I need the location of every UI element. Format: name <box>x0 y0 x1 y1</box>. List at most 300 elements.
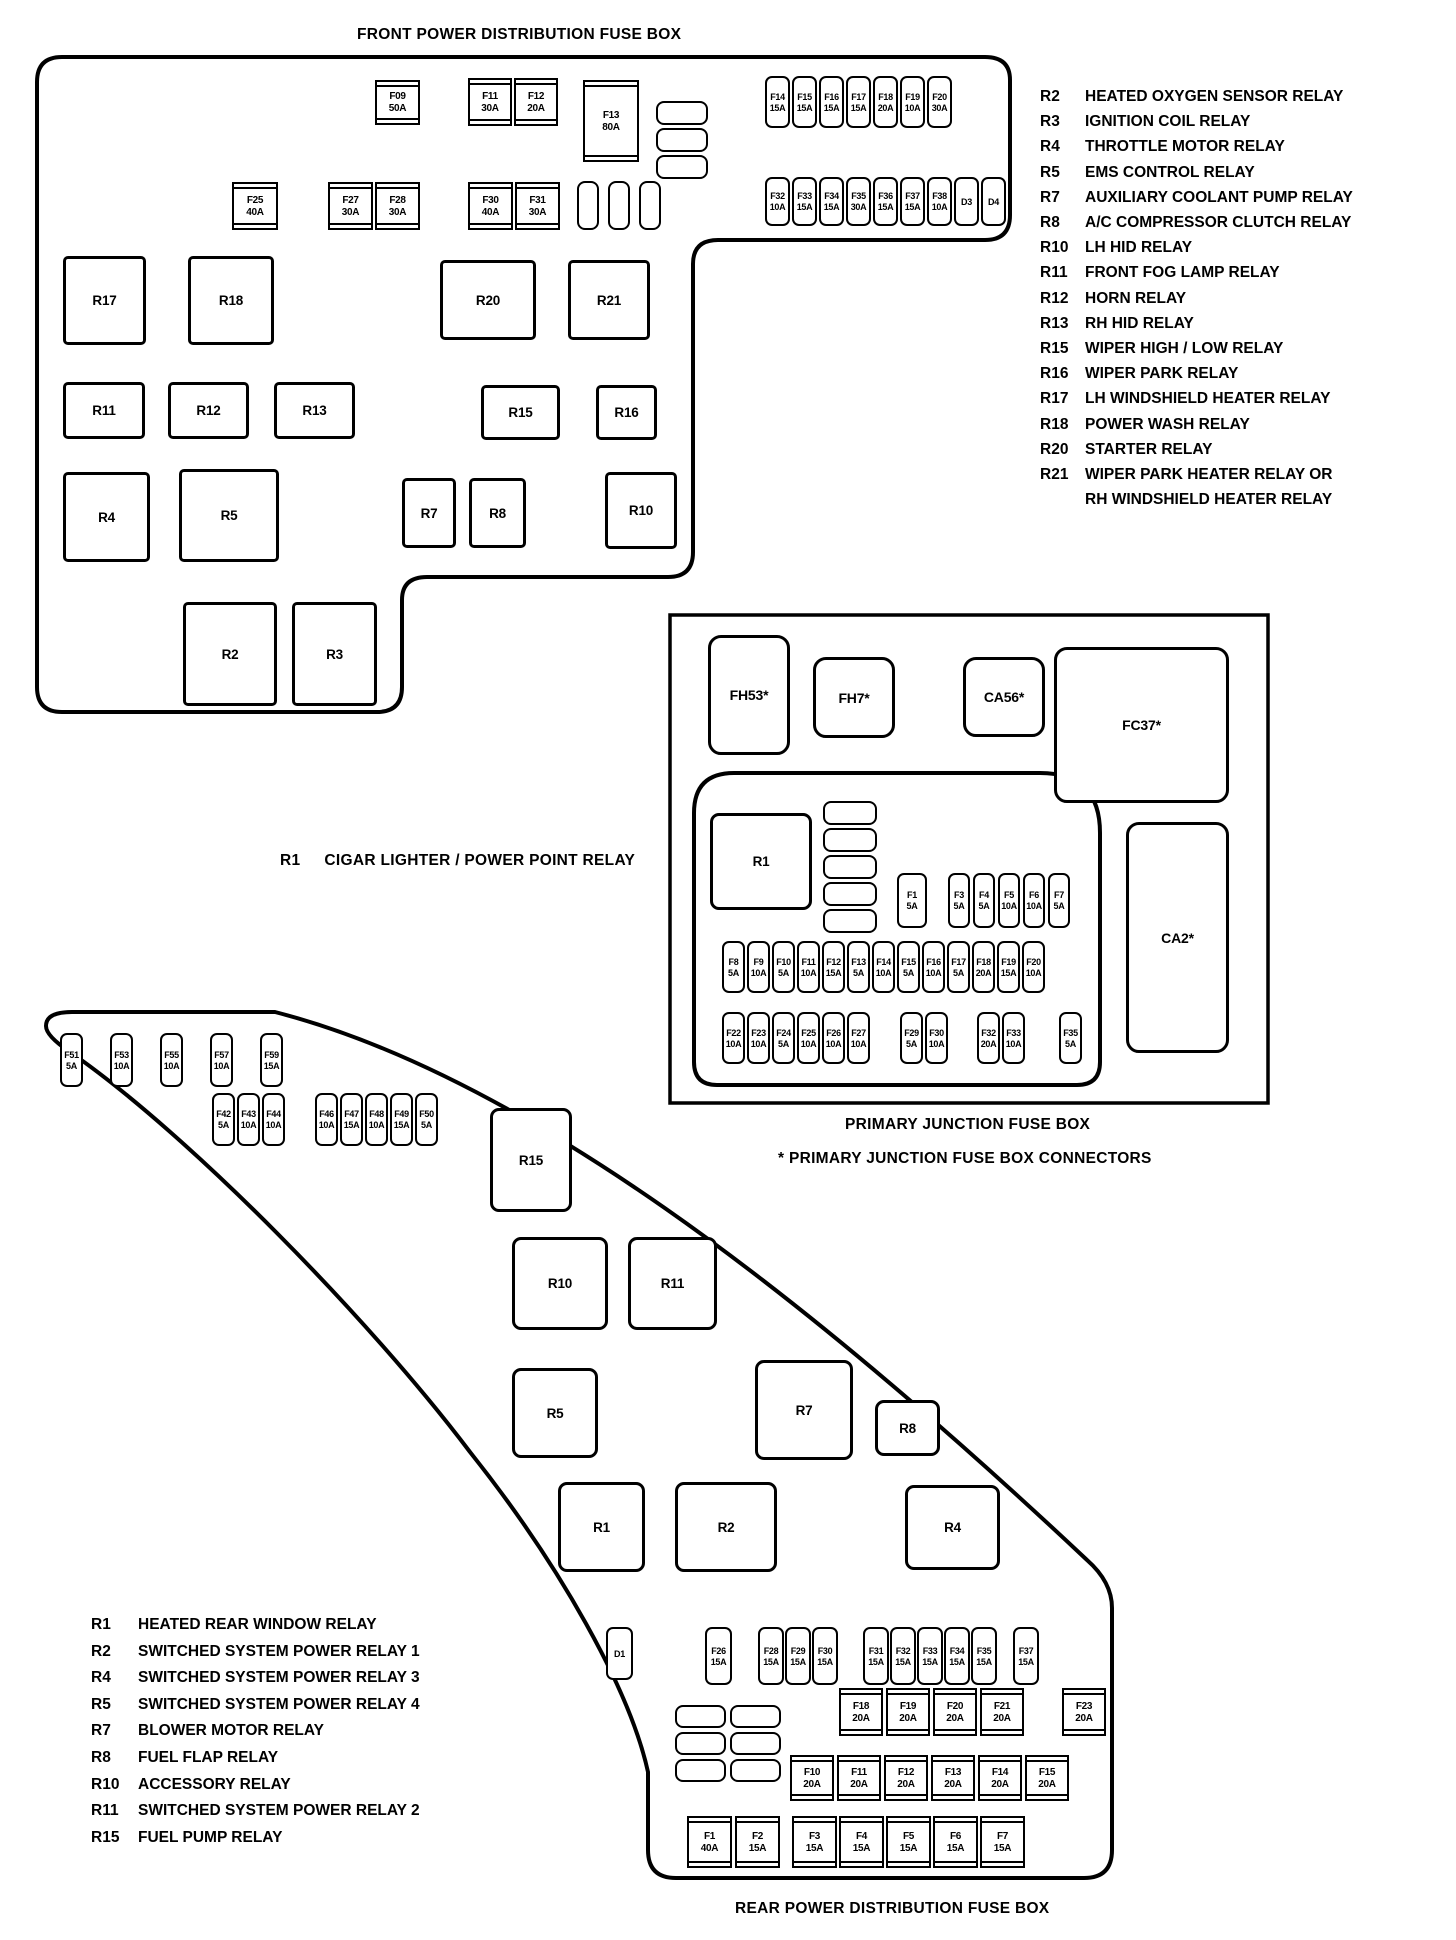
fuse-F15 <box>897 941 920 993</box>
fuse-id-label: F11 <box>482 90 498 102</box>
blank-fuse-slot <box>656 101 708 125</box>
fuse-amp-label: 15A <box>868 1656 884 1667</box>
fuse-F6 <box>933 1816 978 1868</box>
legend-code: R2 <box>91 1642 111 1660</box>
fuse-id-label: F18 <box>976 956 991 967</box>
fuse-F49 <box>390 1093 413 1146</box>
legend-label: FRONT FOG LAMP RELAY <box>1085 264 1280 282</box>
rear-mid-f37 <box>1013 1627 1039 1685</box>
fuse-F51 <box>60 1033 83 1087</box>
fuse-amp-label: 10A <box>750 967 767 978</box>
legend-code: R7 <box>91 1722 111 1740</box>
fuse-amp-label: 30A <box>931 102 948 113</box>
fuse-F2 <box>735 1816 780 1868</box>
fuse-amp-label: 15A <box>748 1842 767 1854</box>
legend-label: WIPER PARK RELAY <box>1085 365 1239 383</box>
front-row2-mini-fuses <box>765 177 1006 226</box>
fuse-amp-label: 10A <box>800 1038 817 1049</box>
fuse-F27 <box>847 1012 870 1064</box>
fuse-id-label: F27 <box>851 1027 866 1038</box>
fuse-F53 <box>110 1033 133 1087</box>
fuse-D4 <box>981 177 1006 226</box>
legend-item-R10 <box>1040 235 1353 260</box>
fuse-F6 <box>1023 873 1045 928</box>
fuse-id-label: F37 <box>1018 1645 1034 1656</box>
fuse-F10 <box>790 1755 834 1801</box>
legend-code: R8 <box>91 1748 111 1766</box>
fuse-id-label: F6 <box>1029 890 1039 900</box>
blank-fuse-slot <box>730 1759 781 1782</box>
relay-front-R11: R11 <box>63 382 145 439</box>
fuse-F25 <box>797 1012 820 1064</box>
fuse-amp-label: 40A <box>246 206 264 218</box>
relay-front-R21: R21 <box>568 260 650 340</box>
rear-row-f18-f21 <box>839 1688 1024 1736</box>
fuse-F15 <box>792 76 817 128</box>
fuse-amp-label: 5A <box>978 901 990 911</box>
fuse-amp-label: 15A <box>393 1120 410 1130</box>
fuse-amp-label: 15A <box>946 1842 965 1854</box>
fuse-F11 <box>797 941 820 993</box>
fuse-F57 <box>210 1033 233 1087</box>
fuse-F35 <box>1059 1012 1082 1064</box>
legend-item-R2 <box>91 1639 420 1666</box>
blank-fuse-slot <box>656 128 708 152</box>
rear-blank-grid <box>675 1705 785 1782</box>
legend-code: R13 <box>1040 314 1069 332</box>
fuse-id-label: F19 <box>1001 956 1016 967</box>
fuse-amp-label: 10A <box>769 202 786 212</box>
legend-code: R3 <box>1040 113 1060 131</box>
legend-code: R15 <box>1040 340 1069 358</box>
fuse-id-label: F14 <box>876 956 891 967</box>
fuse-F14 <box>978 1755 1022 1801</box>
relay-front-R17: R17 <box>63 256 146 345</box>
fuse-F4 <box>839 1816 884 1868</box>
legend-label: EMS CONTROL RELAY <box>1085 163 1255 181</box>
fuse-id-label: F31 <box>868 1645 884 1656</box>
fuse-id-label: F5 <box>1004 890 1014 900</box>
rear-mid-f28-f30 <box>758 1627 838 1685</box>
junction-row-f3-f7 <box>948 873 1070 928</box>
relay-front-R13: R13 <box>274 382 355 439</box>
fuse-id-label: F42 <box>216 1109 231 1119</box>
fuse-id-label: F10 <box>803 1766 821 1778</box>
fuse-amp-label: 20A <box>946 1712 964 1724</box>
junction-side-label-code: R1 <box>280 852 301 869</box>
legend-item-R1 <box>91 1612 420 1639</box>
relay-front-R2: R2 <box>183 602 277 706</box>
fuse-id-label: F19 <box>905 91 920 102</box>
junction-row-f8-f20 <box>722 941 1045 993</box>
fuse-id-label: F32 <box>981 1027 996 1038</box>
fuse-F36 <box>873 177 898 226</box>
fuse-F21 <box>980 1688 1024 1736</box>
legend-item-R20 <box>1040 437 1353 462</box>
fuse-F12 <box>884 1755 928 1801</box>
relay-rear-R7: R7 <box>755 1360 853 1460</box>
fuse-amp-label: 15A <box>796 102 813 113</box>
fuse-id-label: F30 <box>929 1027 944 1038</box>
fuse-amp-label: 10A <box>1001 901 1017 911</box>
legend-label: ACCESSORY RELAY <box>138 1775 291 1793</box>
front-blank-row <box>577 181 661 230</box>
fuse-amp-label: 15A <box>1000 967 1017 978</box>
fuse-id-label: F12 <box>826 956 841 967</box>
connector-FC37: FC37* <box>1054 647 1229 803</box>
fuse-F8 <box>722 941 745 993</box>
fuse-amp-label: 5A <box>778 967 789 978</box>
fuse-F11 <box>468 78 512 126</box>
fuse-amp-label: 15A <box>877 202 894 212</box>
legend-label: HEATED OXYGEN SENSOR RELAY <box>1085 88 1344 105</box>
fuse-id-label: F7 <box>1054 890 1064 900</box>
fuse-amp-label: 5A <box>66 1060 77 1071</box>
fuse-amp-label: 15A <box>796 202 813 212</box>
rear-box-caption: REAR POWER DISTRIBUTION FUSE BOX <box>735 1900 1050 1917</box>
fuse-F3 <box>792 1816 837 1868</box>
legend-item-R7 <box>91 1718 420 1745</box>
fuse-amp-label: 15A <box>850 102 867 113</box>
legend-label: IGNITION COIL RELAY <box>1085 113 1251 131</box>
fuse-id-label: F46 <box>319 1109 334 1119</box>
fuse-F23 <box>1062 1688 1106 1736</box>
fuse-id-label: F16 <box>824 91 839 102</box>
fuse-id-label: F21 <box>993 1700 1011 1712</box>
fuse-amp-label: 15A <box>817 1656 833 1667</box>
fuse-amp-label: 10A <box>265 1120 282 1130</box>
fuse-id-label: F30 <box>817 1645 833 1656</box>
fuse-id-label: F34 <box>949 1645 965 1656</box>
fuse-id-label: F16 <box>926 956 941 967</box>
fuse-F55 <box>160 1033 183 1087</box>
fuse-F13 <box>931 1755 975 1801</box>
fuse-amp-label: 15A <box>852 1842 871 1854</box>
fuse-F22 <box>722 1012 745 1064</box>
blank-fuse-slot <box>730 1705 781 1728</box>
legend-item-R5 <box>91 1692 420 1719</box>
fuse-id-label: F32 <box>895 1645 911 1656</box>
fuse-id-label: F53 <box>114 1049 129 1060</box>
fuse-amp-label: 15A <box>805 1842 824 1854</box>
front-row1-f09 <box>375 80 420 125</box>
fuse-amp-label: 20A <box>852 1712 870 1724</box>
fuse-F5 <box>998 873 1020 928</box>
legend-label: SWITCHED SYSTEM POWER RELAY 3 <box>138 1669 420 1687</box>
fuse-F20 <box>933 1688 977 1736</box>
legend-item-R7 <box>1040 185 1353 210</box>
fuse-id-label: F31 <box>529 194 546 206</box>
fuse-id-label: F17 <box>951 956 966 967</box>
legend-item-R8 <box>91 1745 420 1772</box>
fuse-amp-label: 5A <box>1053 901 1065 911</box>
blank-fuse-slot <box>823 855 877 879</box>
fuse-F32 <box>765 177 790 226</box>
junction-row-f22-f35 <box>722 1012 1082 1064</box>
fuse-F9 <box>747 941 770 993</box>
legend-label: LH HID RELAY <box>1085 239 1193 257</box>
fuse-F25 <box>232 182 278 230</box>
relay-rear-R5: R5 <box>512 1368 598 1458</box>
fuse-F17 <box>846 76 871 128</box>
fuse-F13 <box>847 941 870 993</box>
blank-fuse-slot <box>577 181 599 230</box>
fuse-id-label: F49 <box>394 1109 409 1119</box>
legend-label: HEATED REAR WINDOW RELAY <box>138 1616 377 1633</box>
fuse-F29 <box>785 1627 811 1685</box>
fuse-id-label: F18 <box>878 91 893 102</box>
fuse-F15 <box>1025 1755 1069 1801</box>
fuse-F18 <box>839 1688 883 1736</box>
fuse-amp-label: 5A <box>778 1038 789 1049</box>
fuse-F29 <box>900 1012 923 1064</box>
fuse-amp-label: 5A <box>903 967 914 978</box>
front-row2-f27-f28 <box>328 182 420 230</box>
rear-row-f10-f15 <box>790 1755 1069 1801</box>
legend-code: R18 <box>1040 415 1069 433</box>
legend-code: R8 <box>1040 214 1060 232</box>
fuse-id-label: F30 <box>482 194 499 206</box>
fuse-amp-label: 5A <box>853 967 864 978</box>
fuse-amp-label: 20A <box>899 1712 917 1724</box>
fuse-F43 <box>237 1093 260 1146</box>
fuse-id-label: F3 <box>808 1830 821 1842</box>
relay-front-R12: R12 <box>168 382 249 439</box>
relay-rear-R11: R11 <box>628 1237 717 1330</box>
legend-item-R5 <box>1040 160 1353 185</box>
fuse-F28 <box>758 1627 784 1685</box>
fuse-amp-label: 15A <box>790 1656 806 1667</box>
legend-item-R4 <box>91 1665 420 1692</box>
relay-front-R7: R7 <box>402 478 456 548</box>
fuse-id-label: F33 <box>797 191 812 201</box>
fuse-F3 <box>948 873 970 928</box>
fuse-amp-label: 15A <box>922 1656 938 1667</box>
blank-fuse-slot <box>823 828 877 852</box>
legend-item-R13 <box>1040 311 1353 336</box>
fuse-F5 <box>886 1816 931 1868</box>
fuse-F50 <box>415 1093 438 1146</box>
fuse-F13 <box>583 80 639 162</box>
fuse-amp-label: 10A <box>928 1038 945 1049</box>
fuse-F19 <box>900 76 925 128</box>
legend-code: R16 <box>1040 365 1069 383</box>
fuse-id-label: F32 <box>770 191 785 201</box>
fuse-F42 <box>212 1093 235 1146</box>
fuse-amp-label: 20A <box>877 102 894 113</box>
fuse-amp-label: 20A <box>944 1778 962 1790</box>
rear-mid-f31-f35 <box>863 1627 997 1685</box>
fuse-id-label: F14 <box>991 1766 1009 1778</box>
fuse-F26 <box>822 1012 845 1064</box>
blank-fuse-slot <box>656 155 708 179</box>
front-row1-f11-f12 <box>468 78 558 126</box>
fuse-amp-label: 10A <box>850 1038 867 1049</box>
fuse-F16 <box>922 941 945 993</box>
fuse-id-label: F11 <box>801 956 816 967</box>
legend-label: HORN RELAY <box>1085 289 1187 307</box>
fuse-amp-label: 5A <box>218 1120 229 1130</box>
fuse-id-label: F51 <box>64 1049 79 1060</box>
blank-fuse-slot <box>730 1732 781 1755</box>
fuse-amp-label: 10A <box>1005 1038 1022 1049</box>
fuse-amp-label: 20A <box>975 967 992 978</box>
fuse-id-label: F2 <box>751 1830 764 1842</box>
legend-code: R11 <box>91 1802 119 1820</box>
fuse-id-label: F15 <box>797 91 812 102</box>
relay-junction-R1: R1 <box>710 813 812 910</box>
fuse-F26 <box>705 1627 732 1685</box>
junction-blank-stack <box>823 801 877 933</box>
fuse-id-label: F12 <box>527 90 545 102</box>
fuse-F46 <box>315 1093 338 1146</box>
fuse-amp-label: 10A <box>213 1060 230 1071</box>
fuse-id-label: F17 <box>851 91 866 102</box>
legend-item-R10 <box>91 1772 420 1799</box>
legend-item-R17 <box>1040 386 1353 411</box>
fuse-amp-label: 15A <box>769 102 786 113</box>
legend-code: R4 <box>1040 138 1060 156</box>
fuse-amp-label: 10A <box>318 1120 335 1130</box>
fuse-amp-label: 80A <box>602 121 620 133</box>
fuse-id-label: F26 <box>826 1027 841 1038</box>
fuse-id-label: F12 <box>897 1766 915 1778</box>
front-box-title: FRONT POWER DISTRIBUTION FUSE BOX <box>357 26 682 43</box>
legend-label: RH HID RELAY <box>1085 314 1194 332</box>
fuse-amp-label: 50A <box>388 103 407 114</box>
fuse-id-label: F37 <box>905 191 920 201</box>
legend-label: SWITCHED SYSTEM POWER RELAY 2 <box>138 1802 420 1820</box>
legend-label: BLOWER MOTOR RELAY <box>138 1722 325 1740</box>
fuse-F30 <box>468 182 513 230</box>
fuse-F12 <box>514 78 558 126</box>
fuse-D1 <box>606 1627 633 1680</box>
rear-fuse-f23 <box>1062 1688 1106 1736</box>
fuse-D3 <box>954 177 979 226</box>
fuse-F37 <box>900 177 925 226</box>
legend-label: SWITCHED SYSTEM POWER RELAY 4 <box>138 1695 420 1713</box>
fuse-id-label: F24 <box>776 1027 791 1038</box>
relay-front-R15: R15 <box>481 385 560 440</box>
blank-fuse-slot <box>823 909 877 933</box>
legend-item-R11 <box>91 1798 420 1825</box>
fuse-id-label: F13 <box>602 109 620 121</box>
legend-code: R7 <box>1040 188 1060 206</box>
legend-item-R18 <box>1040 412 1353 437</box>
rear-strip-row1 <box>60 1033 283 1087</box>
legend-item-R21 <box>1040 462 1353 487</box>
relay-front-R16: R16 <box>596 385 657 440</box>
fuse-amp-label: 15A <box>763 1656 779 1667</box>
legend-code: R4 <box>91 1669 111 1687</box>
fuse-amp-label: 15A <box>825 967 842 978</box>
relay-rear-R1: R1 <box>558 1482 645 1572</box>
legend-label: STARTER RELAY <box>1085 440 1213 458</box>
fuse-F4 <box>973 873 995 928</box>
fuse-F44 <box>262 1093 285 1146</box>
legend-code: R10 <box>91 1775 120 1793</box>
fuse-amp-label: 40A <box>700 1842 719 1854</box>
legend-label: POWER WASH RELAY <box>1085 415 1250 433</box>
fuse-amp-label: 15A <box>993 1842 1012 1854</box>
legend-label: SWITCHED SYSTEM POWER RELAY 1 <box>138 1642 420 1660</box>
fuse-F59 <box>260 1033 283 1087</box>
fuse-F17 <box>947 941 970 993</box>
fuse-amp-label: 15A <box>895 1656 911 1667</box>
fuse-F14 <box>872 941 895 993</box>
fuse-amp-label: 15A <box>904 202 921 212</box>
fuse-amp-label: 5A <box>953 901 965 911</box>
fuse-id-label: F09 <box>389 91 406 102</box>
legend-label: WIPER HIGH / LOW RELAY <box>1085 340 1284 358</box>
fuse-amp-label: 10A <box>925 967 942 978</box>
fuse-amp-label: 30A <box>341 206 360 218</box>
relay-front-R8: R8 <box>469 478 526 548</box>
fuse-id-label: F28 <box>389 194 406 206</box>
relay-rear-R4: R4 <box>905 1485 1000 1570</box>
legend-code: R10 <box>1040 239 1069 257</box>
fuse-id-label: F43 <box>241 1109 256 1119</box>
fuse-id-label: F9 <box>753 956 764 967</box>
legend-code: R2 <box>1040 88 1060 105</box>
legend-code: R1 <box>91 1616 111 1633</box>
blank-fuse-slot <box>675 1759 726 1782</box>
fuse-F7 <box>980 1816 1025 1868</box>
fuse-id-label: F23 <box>751 1027 766 1038</box>
fuse-id-label: F36 <box>878 191 893 201</box>
legend-code: R21 <box>1040 466 1069 484</box>
fuse-F33 <box>917 1627 943 1685</box>
connector-FH53: FH53* <box>708 635 790 755</box>
relay-rear-R2: R2 <box>675 1482 777 1572</box>
fuse-F7 <box>1048 873 1070 928</box>
fuse-id-label: F29 <box>904 1027 919 1038</box>
fuse-id-label: F47 <box>344 1109 359 1119</box>
fuse-amp-label: 10A <box>750 1038 767 1049</box>
relay-rear-R8: R8 <box>875 1400 940 1456</box>
fuse-amp-label: 30A <box>850 202 867 212</box>
fuse-amp-label: 10A <box>931 202 948 212</box>
fuse-amp-label: 10A <box>904 102 921 113</box>
fuse-F1 <box>897 873 927 928</box>
fuse-F10 <box>772 941 795 993</box>
junction-fuse-f1 <box>897 873 927 928</box>
front-row1-mini-fuses <box>765 76 952 128</box>
connector-CA56: CA56* <box>963 657 1045 737</box>
fuse-F31 <box>863 1627 889 1685</box>
fuse-amp-label: 15A <box>1018 1656 1034 1667</box>
relay-front-R4: R4 <box>63 472 150 562</box>
fuse-F34 <box>944 1627 970 1685</box>
fuse-id-label: F55 <box>164 1049 179 1060</box>
fuse-id-label: F8 <box>728 956 739 967</box>
legend-code: R5 <box>91 1695 111 1713</box>
fuse-amp-label: 5A <box>906 901 918 911</box>
legend-label: THROTTLE MOTOR RELAY <box>1085 138 1285 156</box>
fuse-id-label: F57 <box>214 1049 229 1060</box>
legend-code: R20 <box>1040 440 1069 458</box>
fuse-F30 <box>812 1627 838 1685</box>
rear-relay-legend <box>91 1612 420 1851</box>
connector-CA2: CA2* <box>1126 822 1229 1053</box>
rear-strip-row2b <box>315 1093 438 1146</box>
fuse-F33 <box>792 177 817 226</box>
fuse-amp-label: 20A <box>527 102 545 114</box>
fuse-F37 <box>1013 1627 1039 1685</box>
fuse-id-label: F28 <box>763 1645 779 1656</box>
relay-rear-R15: R15 <box>490 1108 572 1212</box>
fuse-id-label: F35 <box>851 191 866 201</box>
